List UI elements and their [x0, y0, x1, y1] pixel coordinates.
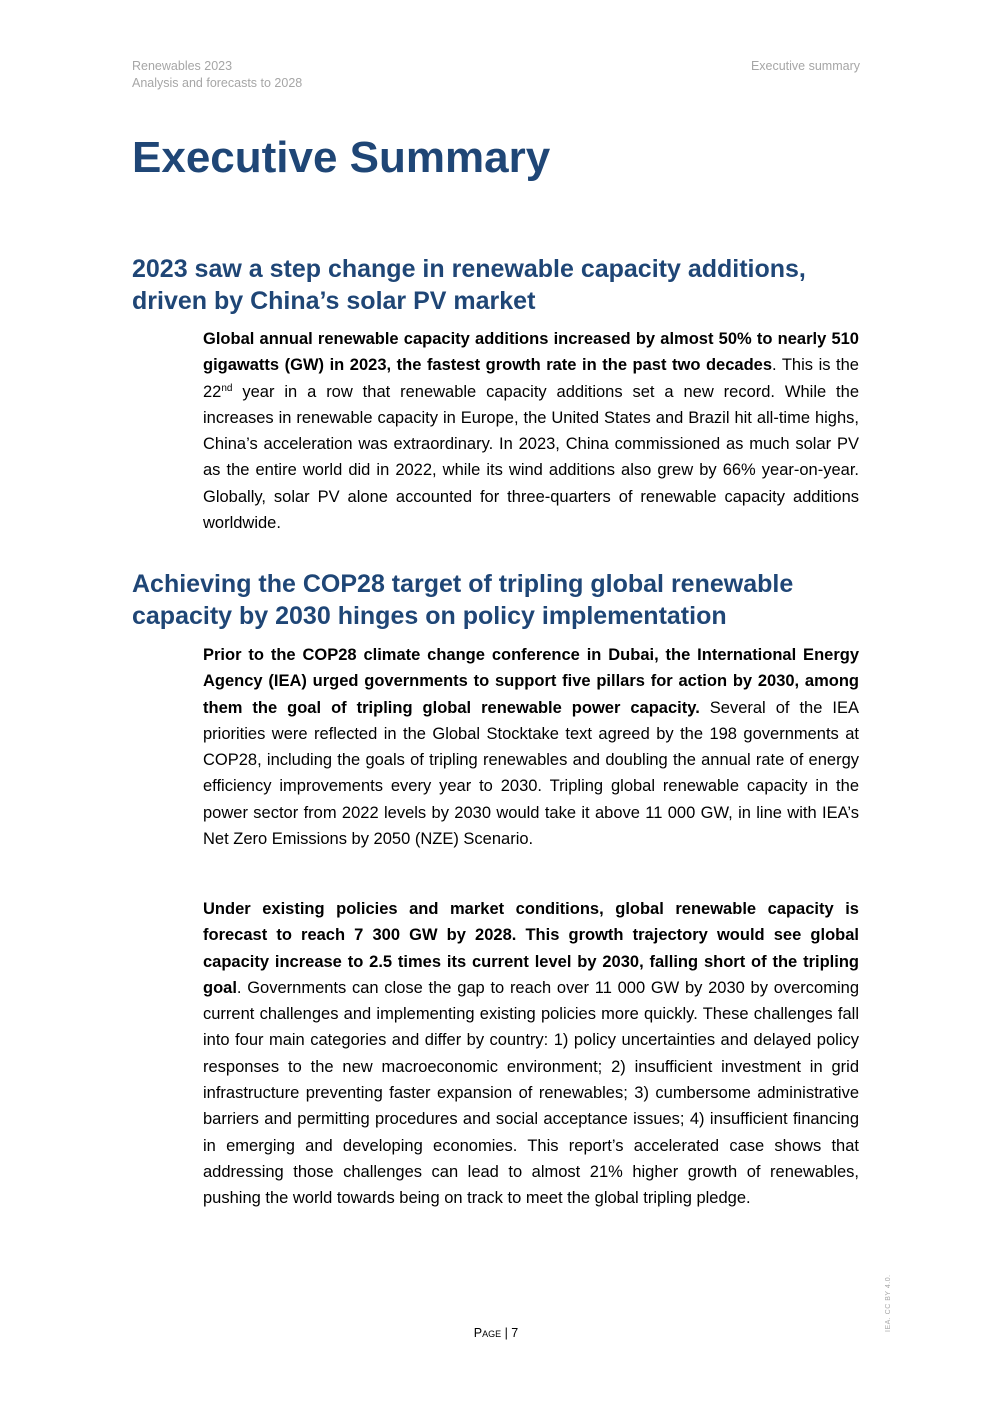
section-heading-cop28-target: Achieving the COP28 target of tripling global renewable capacity by 2030 hinges on policy implementation — [132, 570, 794, 630]
running-header-right — [751, 58, 860, 75]
paragraph-lead-bold: Prior to the COP28 climate change conference in Dubai, the International Energy Agency (IEA) urged governments to support five pillars for action by 2030, among them the goal of tripling global renewable power capacity. — [203, 646, 859, 717]
paragraph-text: . Governments can close the gap to reach over 11 000 GW by 2030 by overcoming current challenges and implementing existing policies more quickly. These challenges fall into four main categories and differ by country: 1) policy uncertainties and delayed policy responses to the new macroeconomic environment; 2) insufficient investment in grid infrastructure preventing faster expansion of renewables; 3) cumbersome administrative barriers and permitting procedures and social acceptance issues; 4) insufficient financing in emerging and developing economies. This report’s accelerated case shows that addressing those challenges can lead to almost 21% higher growth of renewables, pushing the world towards being on track to meet the global tripling pledge. — [203, 978, 859, 1208]
license-notice: IEA. CC BY 4.0. — [885, 1274, 892, 1332]
section-heading-capacity-additions: 2023 saw a step change in renewable capacity additions, driven by China’s solar PV market — [132, 255, 806, 315]
paragraph-forecast-2028 — [203, 896, 859, 1212]
paragraph-capacity-additions — [203, 326, 859, 536]
page-number-footer — [0, 1326, 992, 1340]
running-header-left — [132, 58, 302, 92]
page-title: Executive Summary — [132, 133, 551, 182]
page-separator: | — [501, 1326, 512, 1340]
page-number: 7 — [511, 1326, 519, 1340]
paragraph-text: Several of the IEA priorities were reflected in the Global Stocktake text agreed by the 198 governments at COP28, including the goals of tripling renewables and doubling the annual rate of energy efficiency improvements every year to 2030. Tripling global renewable capacity in the power sector from 2022 levels by 2030 would take it above 11 000 GW, in line with IEA’s Net Zero Emissions by 2050 (NZE) Scenario. — [203, 698, 859, 849]
page-label: Page — [473, 1326, 502, 1340]
chapter-name: Executive summary — [750, 59, 860, 73]
ordinal-superscript: nd — [221, 382, 233, 394]
paragraph-text: year in a row that renewable capacity additions set a new record. While the increases in renewable capacity in Europe, the United States and Brazil hit all-time highs, China’s acceleration was extraordinary. In 2023, China commissioned as much solar PV as the entire world did in 2022, while its wind additions also grew by 66% year-on-year. Globally, solar PV alone accounted for three-quarters of renewable capacity additions worldwide. — [203, 382, 859, 533]
report-title: Renewables 2023 — [132, 59, 233, 73]
paragraph-cop28-pillars — [203, 642, 859, 852]
paragraph-lead-bold: Under existing policies and market conditions, global renewable capacity is forecast to reach 7 300 GW by 2028. This growth trajectory would see global capacity increase to 2.5 times its current level by 2030, falling short of the tripling goal — [203, 900, 859, 997]
paragraph-lead-bold: Global annual renewable capacity additions increased by almost 50% to nearly 510 gigawatts (GW) in 2023, the fastest growth rate in the past two decades — [203, 330, 859, 375]
report-subtitle: Analysis and forecasts to 2028 — [132, 76, 303, 90]
paragraph-text: . This is the 22 — [203, 356, 859, 401]
